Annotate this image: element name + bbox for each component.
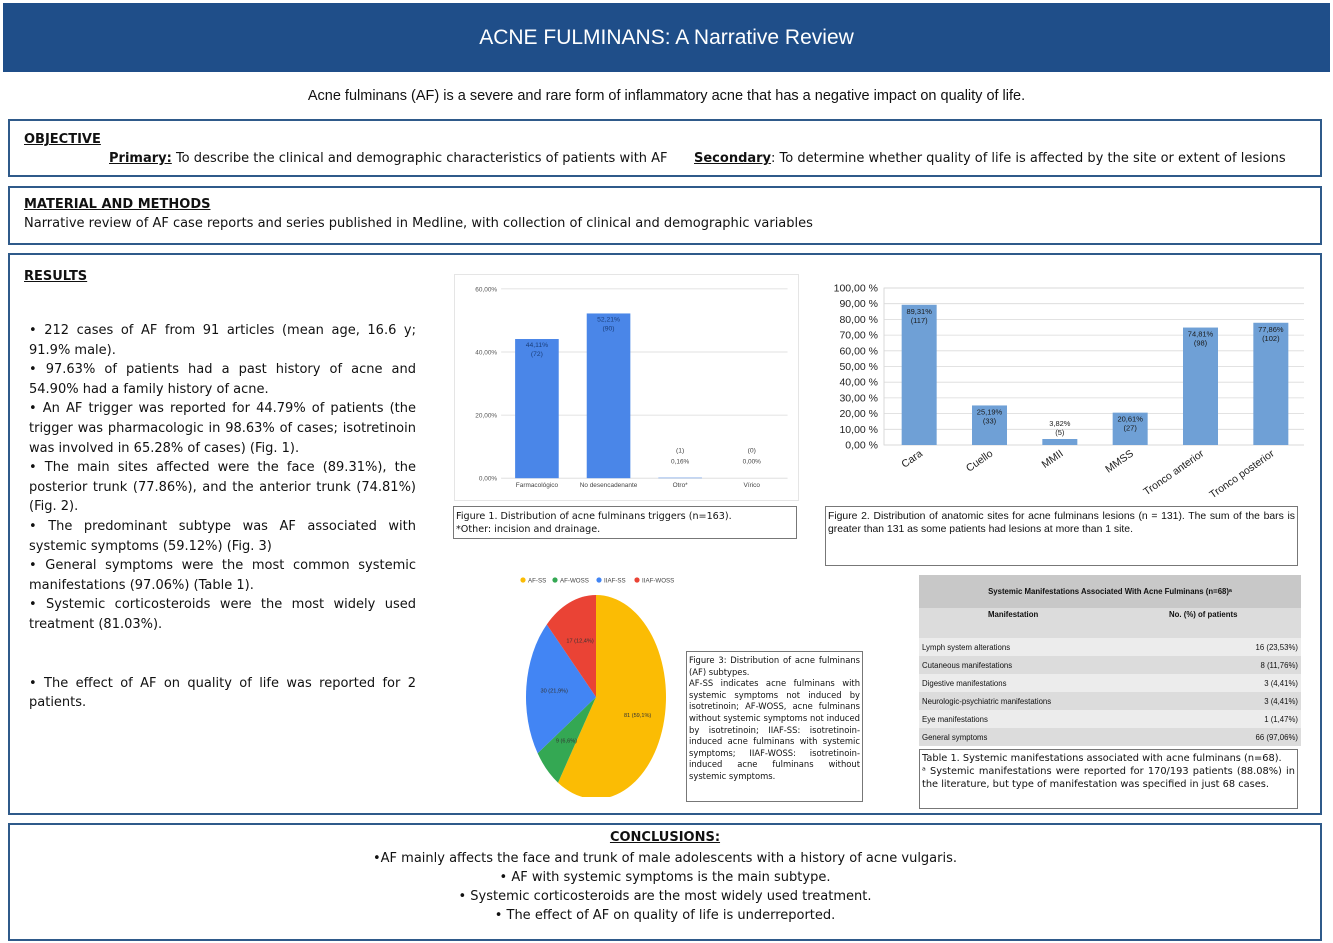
bar-count-label: (27) [1123,423,1137,433]
figure1-caption-line: *Other: incision and drainage. [456,524,601,535]
objective-secondary [694,151,1286,166]
y-tick-label: 100,00 % [833,282,878,295]
conclusions-list [10,849,1320,925]
bar-value-label: 74,81% [1187,329,1214,339]
y-tick-label: 20,00 % [839,408,878,421]
table-cell: Digestive manifestations [922,678,1007,688]
bar-value-label: 77,86% [1258,324,1284,334]
results-bullets [29,321,416,713]
bar-count-label: (72) [530,350,543,358]
poster-title: ACNE FULMINANS: A Narrative Review [479,25,854,49]
figure3-caption-text: AF-SS indicates acne fulminans with systemic symptoms not induced by isotretinoin; AF-WOSS, acne fulminans without systemic symptoms not induced by isotretinoin; IIAF-SS: isotretinoin-induced acne fulminans with systemic symptoms; IIAF-WOSS: isotretinoin-induced acne fulminans without systemic symptoms. [689,678,860,781]
methods-section [8,186,1322,245]
x-tick-label: Vírico [743,482,760,490]
bar [658,478,702,479]
bar-count-label: (117) [910,315,928,325]
table1-caption-note: ᵃ Systemic manifestations were reported for 170/193 patients (88.08%) in the literature, but type of manifestation was specified in just 68 cases. [922,766,1295,791]
figure3-caption [686,651,863,802]
legend-label: IIAF-SS [604,577,626,585]
bar [1042,439,1077,445]
figure1-bar-chart [454,274,799,501]
table-cell: Neurologic-psychiatric manifestations [922,696,1052,706]
bar-count-label: (102) [1262,333,1280,343]
intro-text: Acne fulminans (AF) is a severe and rare form of inflammatory acne that has a negative impact on quality of life. [307,88,1026,104]
results-bullet: • General symptoms were the most common systemic manifestations (97.06%) (Table 1). [29,558,416,593]
table-row [919,692,1301,710]
y-tick-label: 40,00% [475,349,498,357]
results-bullet: • The effect of AF on quality of life was reported for 2 patients. [29,675,416,711]
table-cell: Cutaneous manifestations [922,660,1013,670]
table1-title: Systemic Manifestations Associated With Acne Fulminans (n=68)ᵃ [919,575,1301,608]
results-bullet: • An AF trigger was reported for 44.79% of patients (the trigger was pharmacologic in 98.63% of cases; isotretinoin was involved in 65.28% of cases) (Fig. 1). [29,401,416,456]
table-cell: 66 (97,06%) [1255,732,1298,742]
legend-marker [520,577,525,582]
y-tick-label: 0,00% [478,475,498,483]
y-tick-label: 50,00 % [839,361,878,373]
pie-slice-label: 17 (12,4%) [566,638,594,645]
y-tick-label: 10,00 % [839,423,878,436]
table-cell: Lymph system alterations [922,642,1011,652]
bar-count-label: (90) [602,325,615,333]
y-tick-label: 90,00 % [839,298,878,311]
primary-label: Primary: [109,151,172,166]
x-tick-label: Cuello [963,447,996,475]
conclusion-line: • AF with systemic symptoms is the main subtype. [499,870,831,885]
x-tick-label: No desencadenante [579,482,638,490]
bar [587,313,631,478]
poster-header [3,3,1330,72]
table1-header [919,608,1301,638]
conclusion-line: • Systemic corticosteroids are the most widely used treatment. [458,889,872,904]
bar-value-label: 52,21% [597,316,620,324]
bar-value-label: 44,11% [525,341,549,349]
table-row [919,656,1301,674]
y-tick-label: 80,00 % [839,313,878,326]
x-tick-label: Tronco posterior [1207,447,1277,502]
bar [902,305,937,445]
table-cell: 16 (23,53%) [1255,642,1298,652]
results-heading: RESULTS [24,269,88,284]
table1-col-manifestation: Manifestation [988,610,1039,619]
bar [515,339,559,478]
table-row [919,638,1301,656]
table-cell: 8 (11,76%) [1260,660,1298,670]
bar-count-label: (0) [747,447,756,455]
table1-caption-title: Table 1. Systemic manifestations associated with acne fulminans (n=68). [922,753,1282,764]
table-cell: 1 (1,47%) [1264,714,1298,724]
results-bullet: • 212 cases of AF from 91 articles (mean age, 16.6 y; 91.9% male). [29,323,416,358]
table1-col-patients: No. (%) of patients [1169,610,1238,619]
table-cell: Eye manifestations [922,714,988,724]
conclusions-section [8,823,1322,941]
y-tick-label: 20,00% [475,412,498,420]
y-tick-label: 30,00 % [839,392,878,405]
table-row [919,728,1301,746]
table1-caption [919,749,1298,809]
y-tick-label: 60,00 % [839,345,878,358]
y-tick-label: 70,00 % [839,329,878,342]
figure3-caption-title: Figure 3: Distribution of acne fulminans (AF) subtypes. [689,655,860,677]
legend-marker [634,577,639,582]
y-tick-label: 0,00 % [845,439,878,452]
methods-heading: MATERIAL AND METHODS [24,197,211,212]
y-tick-label: 40,00 % [839,376,878,389]
conclusions-heading: CONCLUSIONS: [609,830,721,845]
pie-slice-label: 30 (21,9%) [540,688,568,695]
figure1-caption [453,506,797,539]
table-cell: 3 (4,41%) [1264,696,1298,706]
methods-text: Narrative review of AF case reports and series published in Medline, with collection of clinical and demographic variables [24,216,813,231]
x-tick-label: MMSS [1103,447,1136,476]
results-bullet: • The main sites affected were the face (89.31%), the posterior trunk (77.86%), and the anterior trunk (74.81%) (Fig. 2). [29,460,416,515]
conclusion-line: • The effect of AF on quality of life is underreported. [494,908,836,923]
results-bullet: • Systemic corticosteroids were the most widely used treatment (81.03%). [29,597,416,632]
secondary-text: : To determine whether quality of life is affected by the site or extent of lesions [771,151,1286,166]
bar-value-label: 89,31% [906,306,932,316]
table-cell: General symptoms [922,732,988,742]
x-tick-label: Tronco anterior [1141,447,1207,499]
bar-count-label: (1) [676,447,685,455]
x-tick-label: Farmacológico [515,482,559,490]
bar-count-label: (33) [982,416,997,426]
primary-text: To describe the clinical and demographic characteristics of patients with AF [171,151,668,166]
results-bullet: • The predominant subtype was AF associated with systemic symptoms (59.12%) (Fig. 3) [29,518,416,554]
pie-slice-label: 9 (6,6%) [555,738,578,745]
bar-value-label: 20,61% [1117,414,1143,424]
x-tick-label: Cara [899,447,925,471]
bar-count-label: (98) [1193,338,1208,348]
legend-label: AF-WOSS [560,577,589,585]
bar-value-label: 0,16% [671,458,690,466]
legend-marker [552,577,557,582]
results-section [8,253,1322,815]
bar-count-label: (5) [1055,428,1065,438]
bar-value-label: 25,19% [976,407,1003,417]
legend-label: IIAF-WOSS [642,577,675,585]
legend-label: AF-SS [528,577,547,585]
objective-section [8,119,1322,177]
y-tick-label: 60,00% [475,286,498,294]
figure1-caption-line: Figure 1. Distribution of acne fulminans triggers (n=163). [456,511,732,522]
results-bullet: • 97.63% of patients had a past history of acne and 54.90% had a family history of acne. [29,362,416,397]
legend-marker [596,577,601,582]
bar-value-label: 3,82% [1049,419,1071,429]
x-tick-label: MMII [1039,447,1066,471]
bar-value-label: 0,00% [742,458,761,466]
table1 [919,575,1301,748]
figure3-pie-chart [507,565,677,797]
pie-slice-label: 81 (59,1%) [623,712,652,719]
objective-heading: OBJECTIVE [24,132,101,147]
figure2-caption: Figure 2. Distribution of anatomic sites for acne fulminans lesions (n = 131). The sum of the bars is greater than 131 as some patients had lesions at more than 1 site. [825,506,1298,566]
x-tick-label: Otro* [672,482,688,490]
table-cell: 3 (4,41%) [1264,678,1298,688]
table-row [919,710,1301,728]
figure2-bar-chart [816,280,1304,505]
conclusion-line: •AF mainly affects the face and trunk of male adolescents with a history of acne vulgaris. [372,851,958,866]
secondary-label: Secondary [694,151,772,166]
objective-primary [109,151,668,166]
table-row [919,674,1301,692]
